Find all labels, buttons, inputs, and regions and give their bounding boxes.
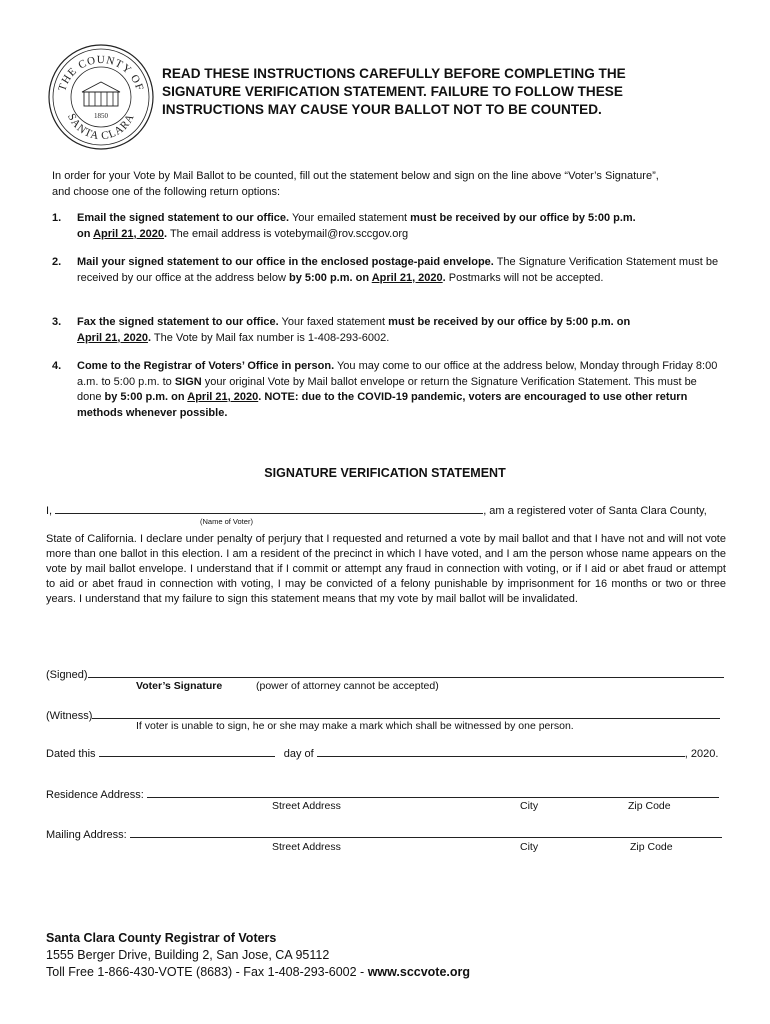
year-suffix: , 2020. <box>684 748 719 760</box>
intro-line-1: In order for your Vote by Mail Ballot to be counted, fill out the statement below and sign on the line above “Voter’s Signature”, <box>52 170 659 182</box>
day-field[interactable] <box>99 746 275 757</box>
option-number: 2. <box>52 256 62 268</box>
name-caption: (Name of Voter) <box>200 517 253 526</box>
option-4-covid-note: . NOTE: due to the COVID-19 pandemic, voters are encouraged to use other return methods whenever possible. <box>77 391 688 419</box>
dated-label: Dated this <box>46 748 96 760</box>
seal-icon <box>46 42 156 152</box>
statement-body: State of California. I declare under penalty of perjury that I requested and returned a vote by mail ballot and that I have not and will not vote more than one ballot in this election. I am a resident of the precinct in which I have voted, and I am the person whose name appears on the vote by mail ballot envelope. I understand that if I commit or attempt any fraud in connection with voting, or if I aid or abet fraud or attempt to aid or abet fraud in connection with voting, I may be convicted of a felony punishable by imprisonment for 16 months or two or three years. I understand that my failure to sign this statement means that my vote by mail ballot will be invalidated. <box>46 533 726 605</box>
i-prefix: I, <box>46 505 53 517</box>
mailing-address-field[interactable] <box>130 827 722 838</box>
residence-row <box>46 787 726 802</box>
office-contact <box>46 964 470 981</box>
statement-title: SIGNATURE VERIFICATION STATEMENT <box>264 466 506 480</box>
residence-address-field[interactable] <box>147 787 719 798</box>
option-number: 1. <box>52 212 62 224</box>
option-4-text: You may come to our office at the address below, Monday through Friday 8:00 a.m. to 5:00 p.m. to <box>77 360 718 388</box>
poa-note: (power of attorney cannot be accepted) <box>256 680 439 692</box>
option-3-text: Your faxed statement <box>278 316 389 328</box>
option-2-text: The Signature Verification Statement must be received by our office at the address below <box>77 256 719 284</box>
option-1-deadline: must be received by our office by 5:00 p.m. <box>410 212 636 224</box>
footer <box>46 930 470 981</box>
option-3-date: April 21, 2020 <box>77 331 148 344</box>
signed-label: (Signed) <box>46 669 88 681</box>
voter-signature-label: Voter’s Signature <box>136 680 223 692</box>
option-4-text-2: your original Vote by Mail ballot envelope or return the Signature Verification Statement. This must be done <box>77 375 697 403</box>
mailing-zip-caption: Zip Code <box>630 841 673 853</box>
website-link[interactable]: www.sccvote.org <box>367 965 471 979</box>
option-3-deadline: must be received by our office by 5:00 p.m. on <box>388 316 631 328</box>
return-option-3 <box>52 315 722 346</box>
witness-field[interactable] <box>92 708 720 719</box>
intro-line-2: and choose one of the following return options: <box>52 186 281 198</box>
contact-text: Toll Free 1-866-430-VOTE (8683) - Fax 1-408-293-6002 - <box>46 965 368 979</box>
instructions-heading <box>162 65 732 119</box>
voter-name-field[interactable] <box>55 503 483 514</box>
mailing-city-caption: City <box>520 841 539 853</box>
witness-label: (Witness) <box>46 710 93 722</box>
option-4-heading: Come to the Registrar of Voters’ Office in person. <box>77 360 335 372</box>
residence-zip-caption: Zip Code <box>628 800 671 812</box>
option-3-fax: The Vote by Mail fax number is 1-408-293-6002. <box>151 331 390 344</box>
residence-label: Residence Address: <box>46 789 144 801</box>
option-number: 3. <box>52 316 62 328</box>
mailing-street-caption: Street Address <box>272 841 341 853</box>
option-3-heading: Fax the signed statement to our office. <box>77 316 279 328</box>
day-of-label: day of <box>283 748 314 760</box>
option-2-heading: Mail your signed statement to our office in the enclosed postage-paid envelope. <box>77 256 494 268</box>
option-1-period: . <box>164 227 168 240</box>
county-seal <box>46 42 156 152</box>
option-1-email: The email address is votebymail@rov.sccgov.org <box>167 227 409 240</box>
heading-line-3: INSTRUCTIONS MAY CAUSE YOUR BALLOT NOT TO BE COUNTED. <box>162 102 602 117</box>
office-address: 1555 Berger Drive, Building 2, San Jose, CA 95112 <box>46 948 330 962</box>
dated-row <box>46 746 726 761</box>
voter-name-row <box>46 503 726 518</box>
return-option-1 <box>52 211 722 242</box>
svg-text:1850: 1850 <box>94 112 108 120</box>
option-1-text: Your emailed statement <box>289 212 411 224</box>
witness-note: If voter is unable to sign, he or she may make a mark which shall be witnessed by one person. <box>136 720 574 732</box>
option-4-deadline: by 5:00 p.m. on <box>104 391 188 403</box>
mailing-row <box>46 827 726 842</box>
office-name: Santa Clara County Registrar of Voters <box>46 931 277 945</box>
svg-text:SANTA CLARA: SANTA CLARA <box>65 111 137 143</box>
intro-text <box>52 168 722 200</box>
residence-street-caption: Street Address <box>272 800 341 812</box>
registered-voter-text: , am a registered voter of Santa Clara County, <box>483 505 707 517</box>
option-4-date: April 21, 2020 <box>187 391 259 403</box>
option-3-period: . <box>147 331 151 344</box>
option-1-heading: Email the signed statement to our office. <box>77 212 290 224</box>
voter-signature-caption <box>136 680 222 692</box>
option-1-date: April 21, 2020 <box>93 227 165 240</box>
signature-field[interactable] <box>88 667 724 678</box>
option-2-postmark-note: Postmarks will not be accepted. <box>445 271 604 284</box>
residence-city-caption: City <box>520 800 539 812</box>
svg-text:THE COUNTY OF: THE COUNTY OF <box>56 53 146 93</box>
return-option-4 <box>52 359 722 421</box>
heading-line-2: SIGNATURE VERIFICATION STATEMENT. FAILURE TO FOLLOW THESE <box>162 84 623 99</box>
return-option-2 <box>52 255 722 286</box>
mailing-label: Mailing Address: <box>46 829 127 841</box>
option-2-period: . <box>442 271 446 284</box>
option-2-date: April 21, 2020 <box>371 271 443 284</box>
month-field[interactable] <box>317 746 685 757</box>
option-4-sign: SIGN <box>174 375 202 388</box>
option-1-on: on <box>77 227 94 240</box>
option-2-deadline: by 5:00 p.m. on <box>288 271 372 284</box>
option-number: 4. <box>52 360 62 372</box>
heading-line-1: READ THESE INSTRUCTIONS CAREFULLY BEFORE COMPLETING THE <box>162 66 626 81</box>
